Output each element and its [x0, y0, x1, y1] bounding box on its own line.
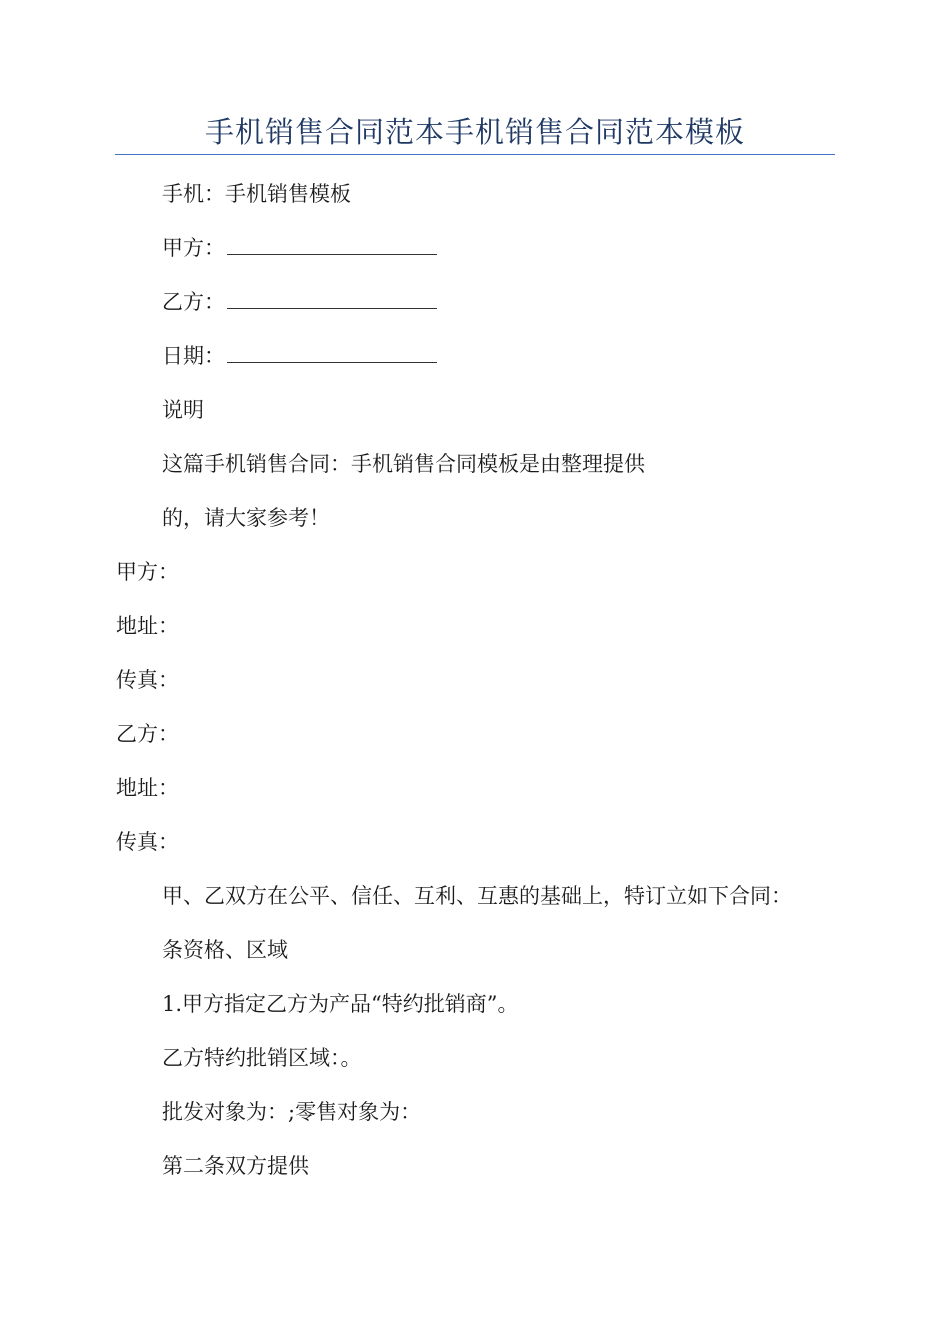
- party-a-blank: [227, 234, 437, 255]
- note-line-1: 这篇手机销售合同：手机销售合同模板是由整理提供: [162, 452, 645, 476]
- party-b-fill-line: [162, 287, 437, 317]
- party-a-fax: 传真：: [116, 668, 179, 692]
- party-a-label: 甲方：: [116, 560, 179, 584]
- subtitle-line: 手机：手机销售模板: [162, 182, 351, 206]
- document-title: 手机销售合同范本手机销售合同范本模板: [204, 115, 745, 149]
- party-b-label: 乙方：: [116, 722, 179, 746]
- note-heading: 说明: [162, 398, 204, 422]
- clause-1: 1.甲方指定乙方为产品“特约批销商”。: [162, 992, 519, 1016]
- party-a-fill-label: 甲方：: [162, 236, 225, 260]
- preamble-paragraph: 甲、乙双方在公平、信任、互利、互惠的基础上，特订立如下合同：: [162, 884, 792, 908]
- clause-1-targets: 批发对象为：;零售对象为：: [162, 1100, 422, 1124]
- clause-1-region: 乙方特约批销区域：。: [162, 1046, 362, 1070]
- party-a-address: 地址：: [116, 614, 179, 638]
- note-line-2: 的，请大家参考！: [162, 506, 330, 530]
- date-blank: [227, 342, 437, 363]
- article-2-heading: 第二条双方提供: [162, 1154, 309, 1178]
- party-b-blank: [227, 288, 437, 309]
- date-fill-line: [162, 341, 437, 371]
- party-b-fill-label: 乙方：: [162, 290, 225, 314]
- party-a-fill-line: [162, 233, 437, 263]
- date-fill-label: 日期：: [162, 344, 225, 368]
- title-underline: [115, 154, 835, 155]
- party-b-fax: 传真：: [116, 830, 179, 854]
- party-b-address: 地址：: [116, 776, 179, 800]
- article-1-heading: 条资格、区域: [162, 938, 288, 962]
